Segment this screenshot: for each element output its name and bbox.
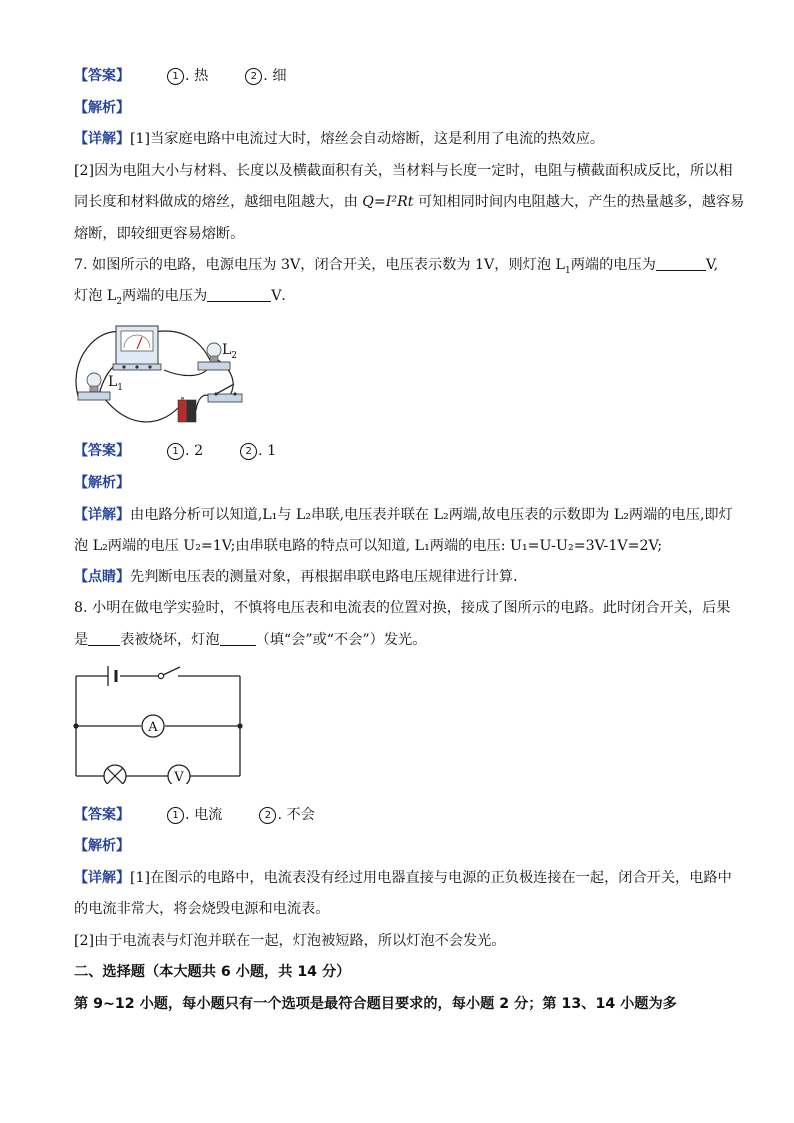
answer-label: 【答案】 <box>74 807 130 823</box>
voltmeter-icon <box>113 326 161 370</box>
q7-answer-2: 2 . 1 <box>240 441 276 461</box>
q8-circuit-figure <box>70 660 250 784</box>
switch-icon <box>208 384 242 402</box>
q7-stem-line-1: 7. 如图所示的电路，电源电压为 3V，闭合开关，电压表示数为 1V，则灯泡 $L_1$两端的电压为 V, <box>74 257 719 276</box>
svg-text:V: V <box>174 770 184 784</box>
q8-blank-1 <box>88 631 120 646</box>
voltmeter-symbol <box>168 765 190 784</box>
q7-circuit-figure <box>68 318 248 430</box>
battery-symbol <box>108 666 116 686</box>
section-2-title: 二、选择题（本大题共 6 小题，共 14 分） <box>74 964 351 980</box>
analysis-label: 【解析】 <box>74 475 130 491</box>
q6-detail-2-line-2: 同长度和材料做成的熔丝，越细电阻越大，由 Q=I²Rt 可知相同时间内电阻越大，产生的热量越多，越容易 <box>74 194 745 210</box>
detail-label: 【详解】 <box>74 507 130 523</box>
q6-answer-line <box>74 66 724 86</box>
q6-answer-1: 1 . 热 <box>167 66 208 86</box>
q7-detail-line-2: 泡 L₂两端的电压 U₂=1V;由串联电路的特点可以知道, L₁两端的电压: U₁=U-U₂=3V-1V=2V; <box>74 538 663 554</box>
q7-answer-line <box>74 441 724 461</box>
svg-text:A: A <box>148 720 158 735</box>
section-2-note: 第 9~12 小题，每小题只有一个选项是最符合题目要求的，每小题 2 分；第 13、14 小题为多 <box>74 996 677 1012</box>
fig-label-l2: $L_2$ <box>222 342 238 361</box>
q8-detail-1-line-1: 【详解】[1]在图示的电路中，电流表没有经过用电器直接与电源的正负极连接在一起，闭合开关，电路中 <box>74 870 732 886</box>
q7-comment-line: 【点睛】先判断电压表的测量对象，再根据串联电路电压规律进行计算． <box>74 569 528 585</box>
fig-label-l1: $L_1$ <box>108 374 124 393</box>
q6-answer-2: 2 . 细 <box>245 66 286 86</box>
q8-stem-line-2: 是 表被烧坏，灯泡 （填“会”或“不会”）发光。 <box>74 632 427 648</box>
detail-label: 【详解】 <box>74 131 130 147</box>
answer-label: 【答案】 <box>74 68 130 84</box>
q6-detail-1: 【详解】[1]当家庭电路中电流过大时，熔丝会自动熔断，这是利用了电流的热效应。 <box>74 131 605 147</box>
lamp-symbol <box>104 765 126 784</box>
detail-label: 【详解】 <box>74 870 130 886</box>
ammeter-symbol <box>142 715 164 737</box>
q8-detail-1-line-2: 的电流非常大，将会烧毁电源和电流表。 <box>74 901 330 917</box>
q8-answer-2: 2 . 不会 <box>259 805 314 825</box>
switch-symbol <box>158 667 180 679</box>
q8-blank-2 <box>220 631 256 646</box>
q7-stem-line-2: 灯泡 $L_2$两端的电压为 V． <box>74 288 296 307</box>
analysis-label: 【解析】 <box>74 100 130 116</box>
q6-detail-2-line-1: [2]因为电阻大小与材料、长度以及横截面积有关，当材料与长度一定时，电阻与横截面积成反比，所以相 <box>74 163 733 179</box>
q7-analysis-label-line <box>74 473 724 493</box>
q8-detail-2: [2]由于电流表与灯泡并联在一起，灯泡被短路，所以灯泡不会发光。 <box>74 933 506 949</box>
q6-analysis-label-line <box>74 98 724 118</box>
battery-icon <box>178 397 196 422</box>
q6-detail-2-line-3: 熔断，即较细更容易熔断。 <box>74 226 245 242</box>
q7-detail-line-1: 【详解】由电路分析可以知道,L₁与 L₂串联,电压表并联在 L₂两端,故电压表的示数即为 L₂两端的电压,即灯 <box>74 507 733 523</box>
q7-blank-2 <box>207 287 271 302</box>
comment-label: 【点睛】 <box>74 569 130 585</box>
q8-stem-line-1: 8. 小明在做电学实验时，不慎将电压表和电流表的位置对换，接成了图所示的电路。此时闭合开关，后果 <box>74 600 731 616</box>
q7-answer-1: 1 . 2 <box>167 441 203 461</box>
q8-answer-1: 1 . 电流 <box>167 805 222 825</box>
answer-label: 【答案】 <box>74 443 130 459</box>
q7-blank-1 <box>656 256 706 271</box>
q8-answer-line <box>74 805 724 825</box>
q8-analysis-label-line <box>74 836 724 856</box>
analysis-label: 【解析】 <box>74 838 130 854</box>
